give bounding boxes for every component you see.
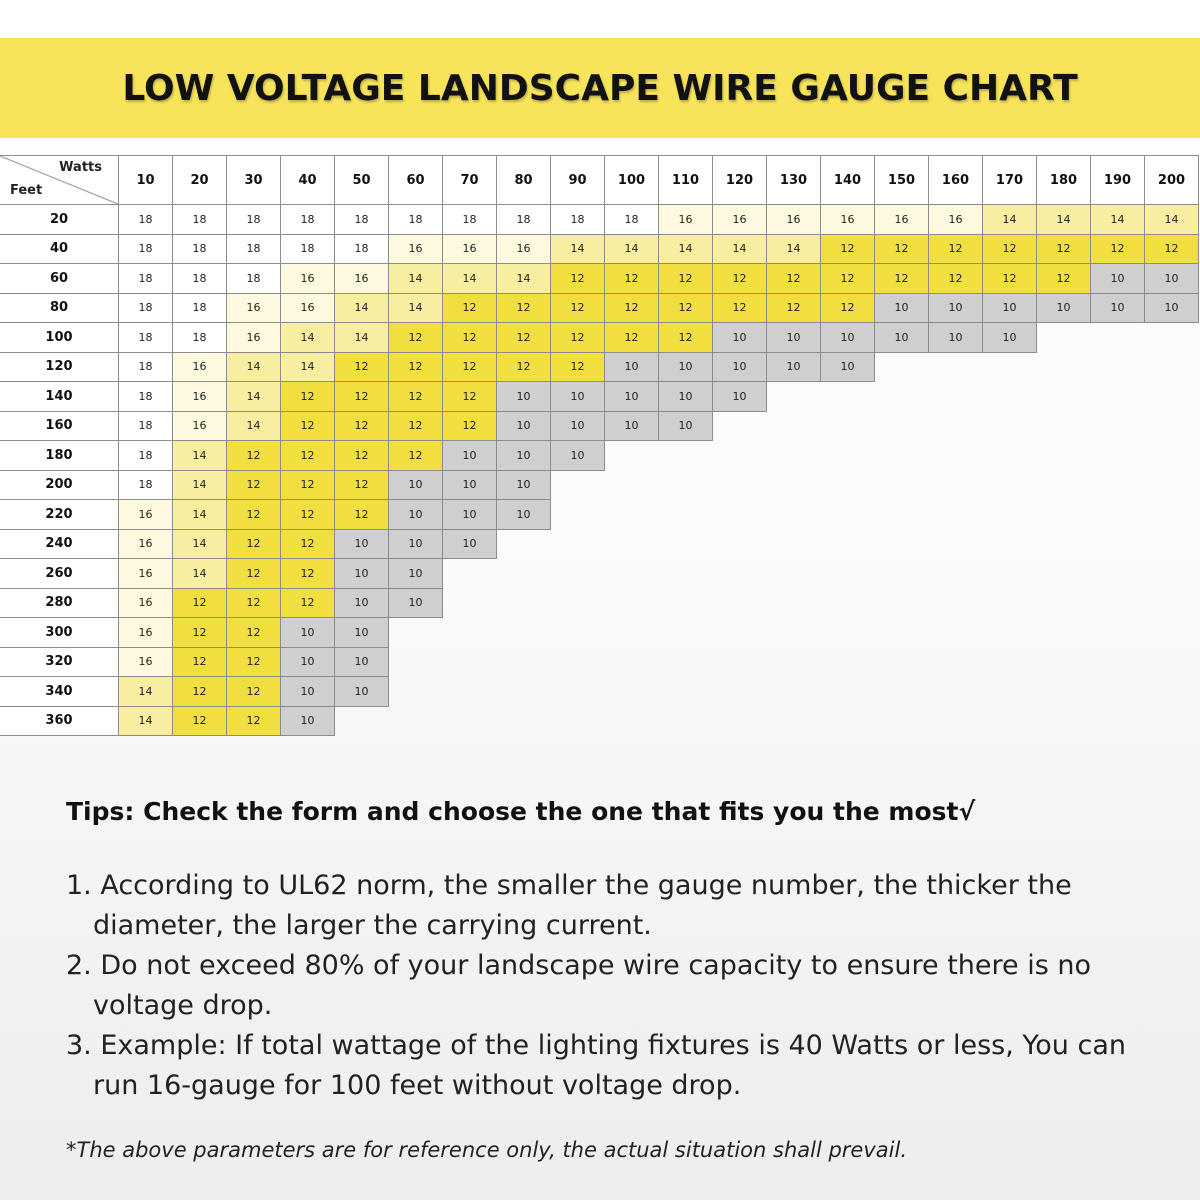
- disclaimer-note: *The above parameters are for reference only, the actual situation shall prevail.: [66, 1138, 907, 1162]
- feet-row-header: 360: [0, 707, 119, 737]
- gauge-cell: 12: [929, 235, 983, 265]
- watts-header-cell: 190: [1091, 155, 1145, 205]
- watts-header-cell: 60: [389, 155, 443, 205]
- title-banner: [0, 38, 1200, 138]
- gauge-cell: 10: [605, 353, 659, 383]
- feet-row-header: 160: [0, 412, 119, 442]
- gauge-cell: 14: [1145, 205, 1199, 235]
- watts-header-cell: 40: [281, 155, 335, 205]
- gauge-cell: 18: [281, 235, 335, 265]
- gauge-cell: 16: [119, 500, 173, 530]
- gauge-cell: 18: [173, 323, 227, 353]
- gauge-cell: 16: [929, 205, 983, 235]
- gauge-cell: 12: [983, 264, 1037, 294]
- feet-row-header: 260: [0, 559, 119, 589]
- gauge-cell: 18: [119, 264, 173, 294]
- gauge-cell: 18: [281, 205, 335, 235]
- gauge-cell: 14: [605, 235, 659, 265]
- gauge-cell: 12: [605, 294, 659, 324]
- gauge-cell: 14: [281, 353, 335, 383]
- gauge-cell: 10: [389, 471, 443, 501]
- gauge-cell: 10: [443, 441, 497, 471]
- feet-row-header: 140: [0, 382, 119, 412]
- tip-item: 1. According to UL62 norm, the smaller the gauge number, the thicker the diameter, the larger the carrying current.: [66, 870, 1072, 941]
- gauge-cell: 12: [173, 677, 227, 707]
- gauge-cell: 12: [1037, 235, 1091, 265]
- gauge-cell: 14: [767, 235, 821, 265]
- gauge-cell: 14: [173, 500, 227, 530]
- gauge-cell: 12: [443, 353, 497, 383]
- gauge-cell: 12: [443, 382, 497, 412]
- gauge-cell: 18: [173, 205, 227, 235]
- table-corner: [0, 155, 119, 205]
- gauge-cell: 18: [119, 382, 173, 412]
- gauge-cell: 18: [389, 205, 443, 235]
- gauge-cell: 10: [497, 412, 551, 442]
- gauge-cell: 12: [443, 412, 497, 442]
- gauge-cell: 12: [605, 323, 659, 353]
- gauge-cell: 10: [983, 294, 1037, 324]
- gauge-cell: 12: [227, 589, 281, 619]
- gauge-cell: 18: [335, 235, 389, 265]
- gauge-cell: 12: [227, 500, 281, 530]
- gauge-cell: 10: [713, 382, 767, 412]
- gauge-cell: 10: [659, 382, 713, 412]
- gauge-cell: 10: [821, 353, 875, 383]
- watts-header-cell: 110: [659, 155, 713, 205]
- gauge-cell: 16: [389, 235, 443, 265]
- gauge-cell: 12: [659, 294, 713, 324]
- watts-header-cell: 10: [119, 155, 173, 205]
- gauge-cell: 18: [173, 294, 227, 324]
- watts-header-cell: 100: [605, 155, 659, 205]
- gauge-cell: 12: [875, 235, 929, 265]
- gauge-cell: 12: [713, 294, 767, 324]
- gauge-cell: 18: [119, 441, 173, 471]
- watts-header-cell: 50: [335, 155, 389, 205]
- gauge-cell: 12: [227, 441, 281, 471]
- gauge-cell: 10: [767, 353, 821, 383]
- gauge-cell: 12: [767, 264, 821, 294]
- gauge-cell: 10: [713, 353, 767, 383]
- gauge-cell: 10: [389, 559, 443, 589]
- gauge-cell: 10: [1145, 264, 1199, 294]
- gauge-cell: 12: [551, 323, 605, 353]
- gauge-cell: 14: [335, 323, 389, 353]
- gauge-cell: 14: [389, 294, 443, 324]
- gauge-cell: 12: [497, 294, 551, 324]
- gauge-cell: 10: [335, 618, 389, 648]
- gauge-cell: 12: [821, 294, 875, 324]
- feet-row-header: 280: [0, 589, 119, 619]
- gauge-cell: 16: [119, 589, 173, 619]
- gauge-cell: 10: [443, 500, 497, 530]
- gauge-cell: 10: [1145, 294, 1199, 324]
- gauge-cell: 10: [1037, 294, 1091, 324]
- watts-header-cell: 20: [173, 155, 227, 205]
- gauge-cell: 12: [335, 412, 389, 442]
- gauge-cell: 12: [551, 264, 605, 294]
- feet-row-header: 340: [0, 677, 119, 707]
- gauge-cell: 12: [497, 353, 551, 383]
- gauge-cell: 14: [551, 235, 605, 265]
- gauge-cell: 12: [1037, 264, 1091, 294]
- gauge-cell: 12: [281, 471, 335, 501]
- gauge-cell: 14: [497, 264, 551, 294]
- feet-axis-label: Feet: [10, 183, 43, 198]
- gauge-cell: 12: [335, 471, 389, 501]
- feet-row-header: 200: [0, 471, 119, 501]
- gauge-cell: 14: [173, 471, 227, 501]
- gauge-cell: 10: [767, 323, 821, 353]
- gauge-cell: 12: [821, 264, 875, 294]
- gauge-cell: 16: [335, 264, 389, 294]
- gauge-cell: 12: [929, 264, 983, 294]
- watts-header-cell: 180: [1037, 155, 1091, 205]
- gauge-cell: 12: [497, 323, 551, 353]
- gauge-cell: 14: [335, 294, 389, 324]
- gauge-cell: 10: [281, 707, 335, 737]
- gauge-cell: 12: [173, 648, 227, 678]
- gauge-cell: 12: [227, 648, 281, 678]
- gauge-cell: 16: [767, 205, 821, 235]
- wire-gauge-table: [0, 155, 1199, 736]
- gauge-cell: 12: [281, 530, 335, 560]
- gauge-cell: 10: [335, 677, 389, 707]
- gauge-cell: 18: [443, 205, 497, 235]
- feet-row-header: 220: [0, 500, 119, 530]
- gauge-cell: 12: [1145, 235, 1199, 265]
- feet-row-header: 240: [0, 530, 119, 560]
- gauge-cell: 14: [173, 530, 227, 560]
- gauge-cell: 12: [281, 382, 335, 412]
- gauge-cell: 10: [281, 648, 335, 678]
- tip-item: 2. Do not exceed 80% of your landscape wire capacity to ensure there is no voltage drop.: [66, 950, 1091, 1021]
- gauge-cell: 16: [119, 559, 173, 589]
- gauge-cell: 12: [551, 294, 605, 324]
- gauge-cell: 18: [119, 471, 173, 501]
- feet-row-header: 60: [0, 264, 119, 294]
- gauge-cell: 12: [1091, 235, 1145, 265]
- gauge-cell: 12: [389, 382, 443, 412]
- watts-axis-label: Watts: [59, 160, 102, 175]
- gauge-cell: 14: [173, 441, 227, 471]
- gauge-cell: 10: [281, 618, 335, 648]
- gauge-cell: 18: [497, 205, 551, 235]
- gauge-cell: 12: [389, 441, 443, 471]
- gauge-cell: 10: [497, 382, 551, 412]
- gauge-cell: 12: [227, 559, 281, 589]
- gauge-cell: 12: [713, 264, 767, 294]
- gauge-cell: 14: [1037, 205, 1091, 235]
- gauge-cell: 18: [551, 205, 605, 235]
- gauge-cell: 18: [119, 294, 173, 324]
- watts-header-cell: 80: [497, 155, 551, 205]
- feet-row-header: 300: [0, 618, 119, 648]
- gauge-cell: 10: [335, 589, 389, 619]
- feet-row-header: 180: [0, 441, 119, 471]
- gauge-cell: 16: [443, 235, 497, 265]
- gauge-cell: 16: [227, 323, 281, 353]
- gauge-cell: 12: [551, 353, 605, 383]
- gauge-cell: 14: [227, 382, 281, 412]
- gauge-cell: 10: [605, 382, 659, 412]
- tips-title: Tips: Check the form and choose the one that fits you the most√: [66, 797, 976, 826]
- gauge-cell: 12: [821, 235, 875, 265]
- gauge-cell: 12: [335, 353, 389, 383]
- gauge-cell: 10: [929, 294, 983, 324]
- gauge-cell: 18: [119, 353, 173, 383]
- gauge-cell: 12: [173, 589, 227, 619]
- gauge-cell: 14: [443, 264, 497, 294]
- gauge-cell: 14: [281, 323, 335, 353]
- gauge-cell: 10: [551, 412, 605, 442]
- gauge-cell: 10: [605, 412, 659, 442]
- gauge-cell: 10: [875, 294, 929, 324]
- gauge-cell: 14: [119, 677, 173, 707]
- feet-row-header: 100: [0, 323, 119, 353]
- gauge-cell: 12: [227, 618, 281, 648]
- gauge-cell: 16: [497, 235, 551, 265]
- gauge-cell: 10: [713, 323, 767, 353]
- gauge-cell: 16: [173, 412, 227, 442]
- gauge-cell: 16: [713, 205, 767, 235]
- gauge-cell: 10: [281, 677, 335, 707]
- gauge-cell: 12: [281, 500, 335, 530]
- gauge-cell: 18: [119, 323, 173, 353]
- gauge-cell: 12: [227, 707, 281, 737]
- gauge-cell: 16: [281, 294, 335, 324]
- gauge-cell: 10: [659, 412, 713, 442]
- gauge-cell: 16: [173, 382, 227, 412]
- gauge-cell: 14: [389, 264, 443, 294]
- gauge-cell: 12: [281, 441, 335, 471]
- gauge-cell: 12: [227, 530, 281, 560]
- gauge-cell: 16: [173, 353, 227, 383]
- gauge-cell: 12: [983, 235, 1037, 265]
- gauge-cell: 18: [173, 264, 227, 294]
- gauge-cell: 12: [605, 264, 659, 294]
- gauge-cell: 10: [497, 441, 551, 471]
- gauge-cell: 10: [335, 559, 389, 589]
- watts-header-cell: 150: [875, 155, 929, 205]
- gauge-cell: 14: [227, 353, 281, 383]
- gauge-cell: 18: [605, 205, 659, 235]
- gauge-cell: 16: [227, 294, 281, 324]
- watts-header-cell: 200: [1145, 155, 1199, 205]
- gauge-cell: 10: [443, 530, 497, 560]
- page-title: LOW VOLTAGE LANDSCAPE WIRE GAUGE CHART: [122, 67, 1078, 109]
- gauge-cell: 10: [875, 323, 929, 353]
- gauge-cell: 14: [983, 205, 1037, 235]
- gauge-cell: 14: [1091, 205, 1145, 235]
- gauge-cell: 12: [227, 471, 281, 501]
- gauge-cell: 12: [227, 677, 281, 707]
- gauge-cell: 12: [281, 559, 335, 589]
- gauge-cell: 10: [389, 500, 443, 530]
- gauge-cell: 18: [119, 235, 173, 265]
- gauge-cell: 14: [173, 559, 227, 589]
- gauge-cell: 10: [497, 471, 551, 501]
- gauge-cell: 16: [119, 648, 173, 678]
- gauge-cell: 10: [821, 323, 875, 353]
- gauge-cell: 16: [119, 618, 173, 648]
- feet-row-header: 120: [0, 353, 119, 383]
- gauge-cell: 10: [551, 382, 605, 412]
- gauge-cell: 12: [281, 589, 335, 619]
- gauge-cell: 12: [335, 382, 389, 412]
- gauge-cell: 12: [443, 323, 497, 353]
- gauge-cell: 16: [119, 530, 173, 560]
- watts-header-cell: 140: [821, 155, 875, 205]
- gauge-cell: 12: [173, 618, 227, 648]
- gauge-cell: 12: [875, 264, 929, 294]
- gauge-cell: 12: [335, 441, 389, 471]
- gauge-cell: 12: [389, 353, 443, 383]
- gauge-cell: 18: [119, 205, 173, 235]
- gauge-cell: 10: [983, 323, 1037, 353]
- gauge-cell: 10: [335, 530, 389, 560]
- gauge-cell: 10: [1091, 264, 1145, 294]
- gauge-cell: 10: [443, 471, 497, 501]
- feet-row-header: 80: [0, 294, 119, 324]
- watts-header-cell: 90: [551, 155, 605, 205]
- gauge-cell: 18: [119, 412, 173, 442]
- gauge-cell: 14: [227, 412, 281, 442]
- gauge-cell: 12: [281, 412, 335, 442]
- gauge-cell: 14: [713, 235, 767, 265]
- gauge-cell: 18: [227, 235, 281, 265]
- watts-header-cell: 70: [443, 155, 497, 205]
- gauge-cell: 18: [173, 235, 227, 265]
- watts-header-cell: 120: [713, 155, 767, 205]
- watts-header-cell: 170: [983, 155, 1037, 205]
- gauge-cell: 14: [119, 707, 173, 737]
- watts-header-cell: 160: [929, 155, 983, 205]
- gauge-cell: 16: [659, 205, 713, 235]
- gauge-cell: 18: [227, 264, 281, 294]
- feet-row-header: 20: [0, 205, 119, 235]
- gauge-cell: 18: [335, 205, 389, 235]
- gauge-cell: 16: [875, 205, 929, 235]
- gauge-cell: 12: [335, 500, 389, 530]
- gauge-cell: 18: [227, 205, 281, 235]
- watts-header-cell: 130: [767, 155, 821, 205]
- tip-item: 3. Example: If total wattage of the lighting fixtures is 40 Watts or less, You can run 16-gauge for 100 feet without voltage drop.: [66, 1030, 1127, 1101]
- watts-header-cell: 30: [227, 155, 281, 205]
- gauge-cell: 10: [389, 589, 443, 619]
- gauge-cell: 10: [335, 648, 389, 678]
- gauge-cell: 10: [659, 353, 713, 383]
- feet-row-header: 40: [0, 235, 119, 265]
- tips-list: [66, 866, 1146, 1106]
- gauge-cell: 12: [659, 323, 713, 353]
- gauge-cell: 10: [497, 500, 551, 530]
- gauge-cell: 12: [767, 294, 821, 324]
- gauge-cell: 16: [821, 205, 875, 235]
- gauge-cell: 16: [281, 264, 335, 294]
- gauge-cell: 14: [659, 235, 713, 265]
- gauge-cell: 12: [173, 707, 227, 737]
- gauge-cell: 10: [551, 441, 605, 471]
- gauge-cell: 10: [929, 323, 983, 353]
- gauge-cell: 10: [1091, 294, 1145, 324]
- feet-row-header: 320: [0, 648, 119, 678]
- gauge-cell: 12: [443, 294, 497, 324]
- gauge-cell: 12: [659, 264, 713, 294]
- gauge-cell: 12: [389, 323, 443, 353]
- gauge-cell: 12: [389, 412, 443, 442]
- gauge-cell: 10: [389, 530, 443, 560]
